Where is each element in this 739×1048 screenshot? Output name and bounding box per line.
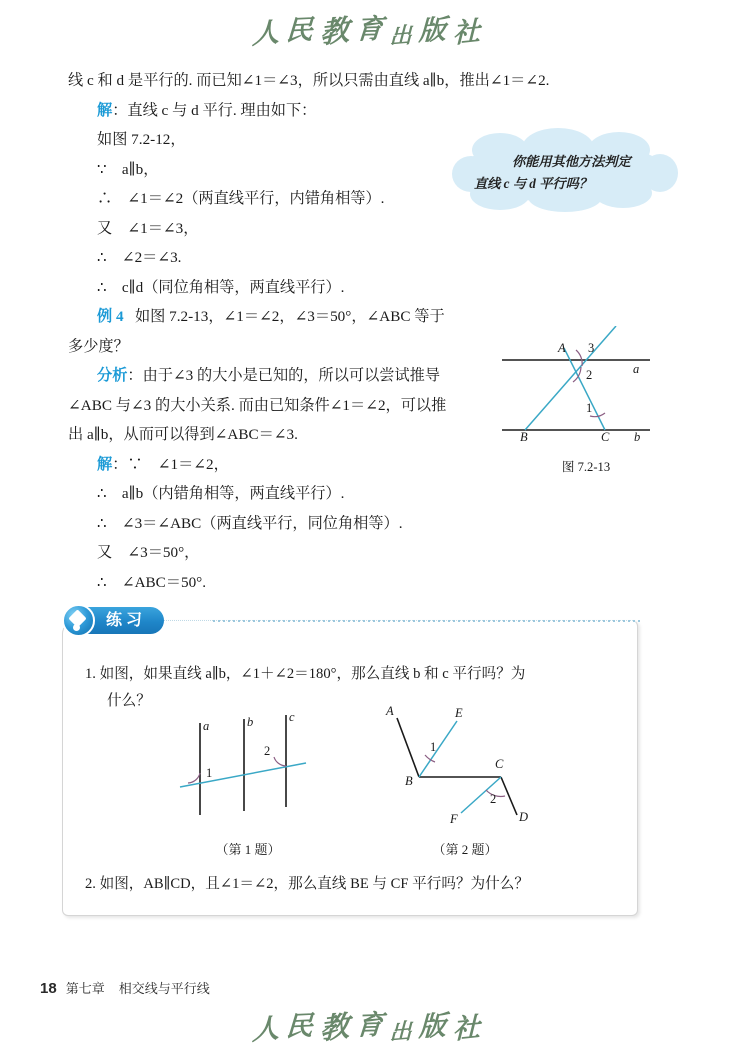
chapter-number: 第七章 [65,981,105,996]
label-B: B [405,774,413,788]
wordmark-char: 民 [285,1010,321,1042]
publisher-wordmark-top [0,8,739,49]
wordmark-char: 出 [389,21,419,50]
label-b: b [247,715,254,729]
label-a: a [203,719,210,733]
example-label: 例 4 [97,308,124,325]
label-A: A [386,704,394,718]
figure-7-2-13-caption: 图 7.2-13 [561,460,611,474]
label-angle-3: 3 [588,341,595,355]
example-solution-line: ∴ ∠3＝∠ABC（两直线平行，同位角相等）. [97,514,403,532]
body-line: ∵ a∥b， [97,160,159,178]
example-solution-line: 又 ∠3＝50°， [97,544,200,561]
wordmark-char: 社 [452,1011,488,1045]
page-number: 18 [40,980,57,997]
ray-B-E [419,721,457,777]
exercise-box [62,612,638,916]
angle-arc-2 [274,757,286,766]
wordmark-char: 版 [418,13,454,47]
cloud-text [474,151,658,195]
solution-label: 解 [97,455,113,473]
body-line: ∴ c∥d（同位角相等，两直线平行）. [97,278,345,296]
label-angle-2: 2 [586,368,593,382]
label-A: A [558,341,566,355]
chapter-title: 相交线与平行线 [118,981,210,996]
wordmark-char: 育 [354,13,392,45]
exercise-badge [72,607,164,634]
wordmark-char: 教 [319,1009,357,1047]
label-a: a [633,362,640,376]
wordmark-char: 教 [319,13,357,51]
exercise-figure-1-svg [178,713,328,833]
cloud-line-1: 你能用其他方法判定 [512,154,631,169]
label-E: E [455,706,463,720]
exercise-badge-label: 练习 [106,612,147,629]
wordmark-char: 人 [251,1012,287,1046]
label-C: C [601,430,610,444]
pencil-badge-icon [62,604,95,637]
example-text: 如图 7.2-13，∠1＝∠2，∠3＝50°，∠ABC 等于 [134,308,445,325]
angle-arc-1 [188,773,200,783]
label-b: b [634,430,641,444]
question-1-line-1: 如图，如果直线 a∥b，∠1＋∠2＝180°，那么直线 b 和 c 平行吗？为 [99,666,526,682]
example-solution-line: ∴ a∥b（内错角相等，两直线平行）. [97,485,345,502]
label-angle-2: 2 [490,792,497,806]
segment-A-B [397,718,419,777]
angle-arc-3 [576,350,582,366]
exercise-figure-1 [178,710,328,857]
thought-cloud-callout [462,142,668,202]
label-D: D [519,810,529,824]
label-angle-1: 1 [430,740,437,754]
analysis-text: ：由于∠3 的大小是已知的，所以可以尝试推导 [127,367,441,384]
publisher-wordmark-bottom [0,1004,739,1045]
solution-text: ：∵ ∠1＝∠2， [112,455,229,473]
analysis-line-3: 出 a∥b，从而可以得到∠ABC＝∠3. [68,426,298,443]
label-F: F [450,812,458,826]
solution-text: ：直线 c 与 d 平行. 理由如下： [112,101,317,119]
label-B: B [520,430,528,444]
figure-7-2-13 [498,326,674,478]
label-C: C [495,757,504,771]
label-c: c [289,710,295,724]
page-footer [40,978,210,997]
analysis-label: 分析 [97,367,128,384]
solution-line-1 [68,96,678,126]
wordmark-char: 育 [354,1009,392,1041]
exercise-figure-2 [385,704,545,857]
example-solution-line: ∴ ∠ABC＝50°. [97,573,207,591]
analysis-line-2: ∠ABC 与∠3 的大小关系. 而由已知条件∠1＝∠2，可以推 [68,396,447,414]
cloud-line-2: 直线 c 与 d 平行吗？ [474,176,592,191]
body-line: ∴ ∠2＝∠3. [97,249,182,266]
question-1-number: 1. [85,666,96,682]
exercise-figure-2-caption: （第 2 题） [432,842,498,857]
wordmark-char: 民 [285,14,321,46]
label-angle-2: 2 [264,744,271,758]
exercise-dotted-rule [213,620,643,622]
wordmark-char: 出 [389,1017,419,1046]
wordmark-char: 版 [418,1009,454,1043]
label-angle-1: 1 [586,401,593,415]
label-angle-1: 1 [206,766,213,780]
exercise-figure-1-caption: （第 1 题） [215,842,281,857]
body-line: 又 ∠1＝∠3， [97,219,199,237]
question-1-line-2: 什么？ [107,693,151,709]
question-2-number: 2. [85,876,96,892]
wordmark-char: 人 [251,16,287,50]
solution-keyword: 解 [97,101,113,119]
body-line: ∴ ∠1＝∠2（两直线平行，内错角相等）. [97,190,385,207]
exercise-question-2 [85,871,620,898]
body-line: 如图 7.2-12， [97,131,186,148]
body-line: 线 c 和 d 是平行的. 而已知∠1＝∠3，所以只需由直线 a∥b，推出∠1＝∠2. [68,72,550,89]
exercise-question-1 [85,661,620,715]
question-2-line-1: 如图，AB∥CD，且∠1＝∠2，那么直线 BE 与 CF 平行吗？为什么？ [99,876,529,892]
example-4-line2: 多少度？ [68,337,129,355]
wordmark-char: 社 [452,15,488,49]
